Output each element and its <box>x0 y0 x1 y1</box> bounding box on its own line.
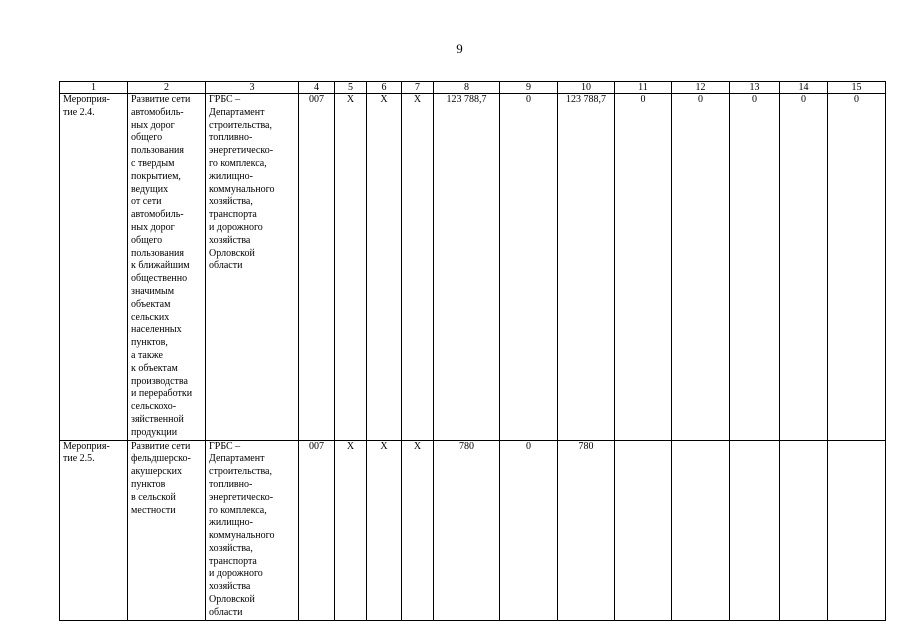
responsible-executor: ГРБС – Департамент строительства, топливно- энергетическо- го комплекса, жилищно- коммунального хозяйства, транспорта и дорожного хозяйства Орловской области <box>206 440 299 620</box>
amount-cell: 0 <box>828 94 886 441</box>
code-cell: Х <box>402 94 434 441</box>
column-header: 14 <box>780 82 828 94</box>
column-header: 3 <box>206 82 299 94</box>
amount-cell: 0 <box>730 94 780 441</box>
column-header: 10 <box>558 82 615 94</box>
amount-cell: 0 <box>672 94 730 441</box>
program-table <box>59 81 886 621</box>
amount-cell <box>828 440 886 620</box>
amount-cell: 123 788,7 <box>558 94 615 441</box>
column-header: 1 <box>60 82 128 94</box>
column-header: 13 <box>730 82 780 94</box>
table-row-measure-2-4 <box>60 94 886 441</box>
column-header: 2 <box>128 82 206 94</box>
grbs-code: 007 <box>299 94 335 441</box>
amount-cell: 123 788,7 <box>434 94 500 441</box>
column-header: 15 <box>828 82 886 94</box>
code-cell: Х <box>335 94 367 441</box>
code-cell: Х <box>367 440 402 620</box>
amount-cell: 0 <box>500 94 558 441</box>
measure-name: Развитие сети фельдшерско- акушерских пунктов в сельской местности <box>128 440 206 620</box>
amount-cell: 0 <box>780 94 828 441</box>
code-cell: Х <box>402 440 434 620</box>
measure-number: Мероприя- тие 2.5. <box>60 440 128 620</box>
responsible-executor: ГРБС – Департамент строительства, топливно- энергетическо- го комплекса, жилищно- коммунального хозяйства, транспорта и дорожного хозяйства Орловской области <box>206 94 299 441</box>
column-header: 5 <box>335 82 367 94</box>
amount-cell: 0 <box>615 94 672 441</box>
column-header: 12 <box>672 82 730 94</box>
amount-cell: 780 <box>434 440 500 620</box>
code-cell: Х <box>367 94 402 441</box>
page-number: 9 <box>456 41 463 56</box>
column-header: 11 <box>615 82 672 94</box>
column-header: 9 <box>500 82 558 94</box>
column-header: 6 <box>367 82 402 94</box>
table-row-measure-2-5 <box>60 440 886 620</box>
column-header: 4 <box>299 82 335 94</box>
amount-cell: 780 <box>558 440 615 620</box>
amount-cell <box>780 440 828 620</box>
amount-cell: 0 <box>500 440 558 620</box>
column-number-row <box>60 82 886 94</box>
code-cell: Х <box>335 440 367 620</box>
amount-cell <box>672 440 730 620</box>
amount-cell <box>730 440 780 620</box>
amount-cell <box>615 440 672 620</box>
column-header: 7 <box>402 82 434 94</box>
measure-number: Мероприя- тие 2.4. <box>60 94 128 441</box>
measure-name: Развитие сети автомобиль- ных дорог общего пользования с твердым покрытием, ведущих от сети автомобиль- ных дорог общего пользования к ближайшим общественно значимым объектам сельских населенных пунктов, а также к объектам производства и переработки сельскохо- зяйственной продукции <box>128 94 206 441</box>
grbs-code: 007 <box>299 440 335 620</box>
column-header: 8 <box>434 82 500 94</box>
